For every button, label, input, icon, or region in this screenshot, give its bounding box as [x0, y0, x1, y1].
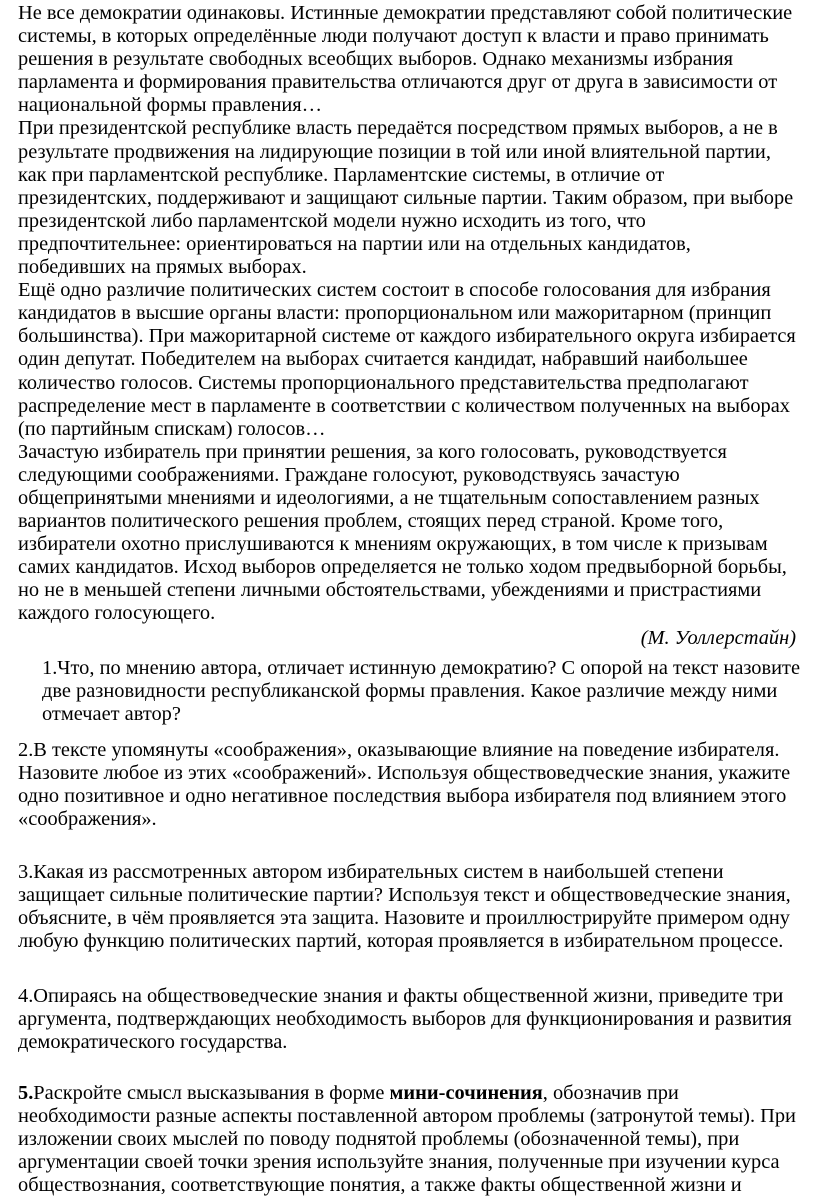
question-5 — [0, 1082, 808, 1197]
source-passage — [0, 2, 802, 626]
question-2: 2.В тексте упомянуты «соображения», оказывающие влияние на поведение избирателя. Назовите любое из этих «соображений». Используя обществоведческие знания, укажите одно позитивное и одно негативное последствия выбора избирателя под влиянием этого «соображения». — [18, 739, 791, 831]
question-1: 1.Что, по мнению автора, отличает истинную демократию? С опорой на текст назовите две разновидности республиканской формы правления. Какое различие между ними отмечает автор? — [42, 657, 800, 726]
passage-paragraph-1: Не все демократии одинаковы. Истинные демократии представляют собой политические системы, в которых определённые люди получают доступ к власти и право принимать решения в результате свободных всеобщих выборов. Однако механизмы избрания парламента и формирования правительства отличаются друг от друга в зависимости от национальной формы правления… — [18, 2, 793, 117]
question-5-emphasis: мини-сочинения — [389, 1082, 543, 1104]
passage-author: (М. Уоллерстайн) — [640, 627, 796, 649]
question-5-text-end: , обозначив при необходимости разные аспекты поставленной автором проблемы (затронутой темы). При изложении своих мыслей по поводу поднятой проблемы (обозначенной темы), при аргументации своей точки зрения используйте знания, полученные при изучении курса обществознания, соответствующие понятия, а также факты общественной жизни и — [18, 1082, 796, 1197]
question-4: 4.Опираясь на обществоведческие знания и факты общественной жизни, приведите три аргумента, подтверждающих необходимость выборов для функционирования и развития демократического государства. — [18, 985, 792, 1054]
question-5-text-start: Раскройте смысл высказывания в форме — [33, 1082, 390, 1104]
passage-paragraph-3: Ещё одно различие политических систем состоит в способе голосования для избрания кандидатов в высшие органы власти: пропорциональном или мажоритарном (принцип большинства). При мажоритарной системе от каждого избирательного округа избирается один депутат. Победителем на выборах считается кандидат, набравший наибольшее количество голосов. Системы пропорционального представительства предполагают распределение мест в парламенте в соответствии с количеством полученных на выборах (по партийным спискам) голосов… — [18, 279, 796, 440]
question-3: 3.Какая из рассмотренных автором избирательных систем в наибольшей степени защищает сильные политические партии? Используя текст и обществоведческие знания, объясните, в чём проявляется эта защита. Назовите и проиллюстрируйте примером одну любую функцию политических партий, которая проявляется в избирательном процессе. — [18, 861, 791, 953]
question-5-number: 5. — [18, 1082, 34, 1104]
passage-paragraph-2: При президентской республике власть передаётся посредством прямых выборов, а не в результате продвижения на лидирующие позиции в той или иной влиятельной партии, как при парламентской республике. Парламентские системы, в отличие от президентских, поддерживают и защищают сильные партии. Таким образом, при выборе президентской либо парламентской модели нужно исходить из того, что предпочтительнее: ориентироваться на партии или на отдельных кандидатов, победивших на прямых выборах. — [18, 117, 794, 279]
passage-paragraph-4: Зачастую избиратель при принятии решения, за кого голосовать, руководствуется следующими соображениями. Граждане голосуют, руководствуясь зачастую общепринятыми мнениями и идеологиями, а не тщательным сопоставлением разных вариантов политического решения проблем, стоящих перед страной. Кроме того, избиратели охотно прислушиваются к мнениям окружающих, в том числе к призывам самих кандидатов. Исход выборов определяется не только ходом предвыборной борьбы, но не в меньшей степени личными обстоятельствами, убеждениями и пристрастиями каждого голосующего. — [18, 440, 787, 625]
